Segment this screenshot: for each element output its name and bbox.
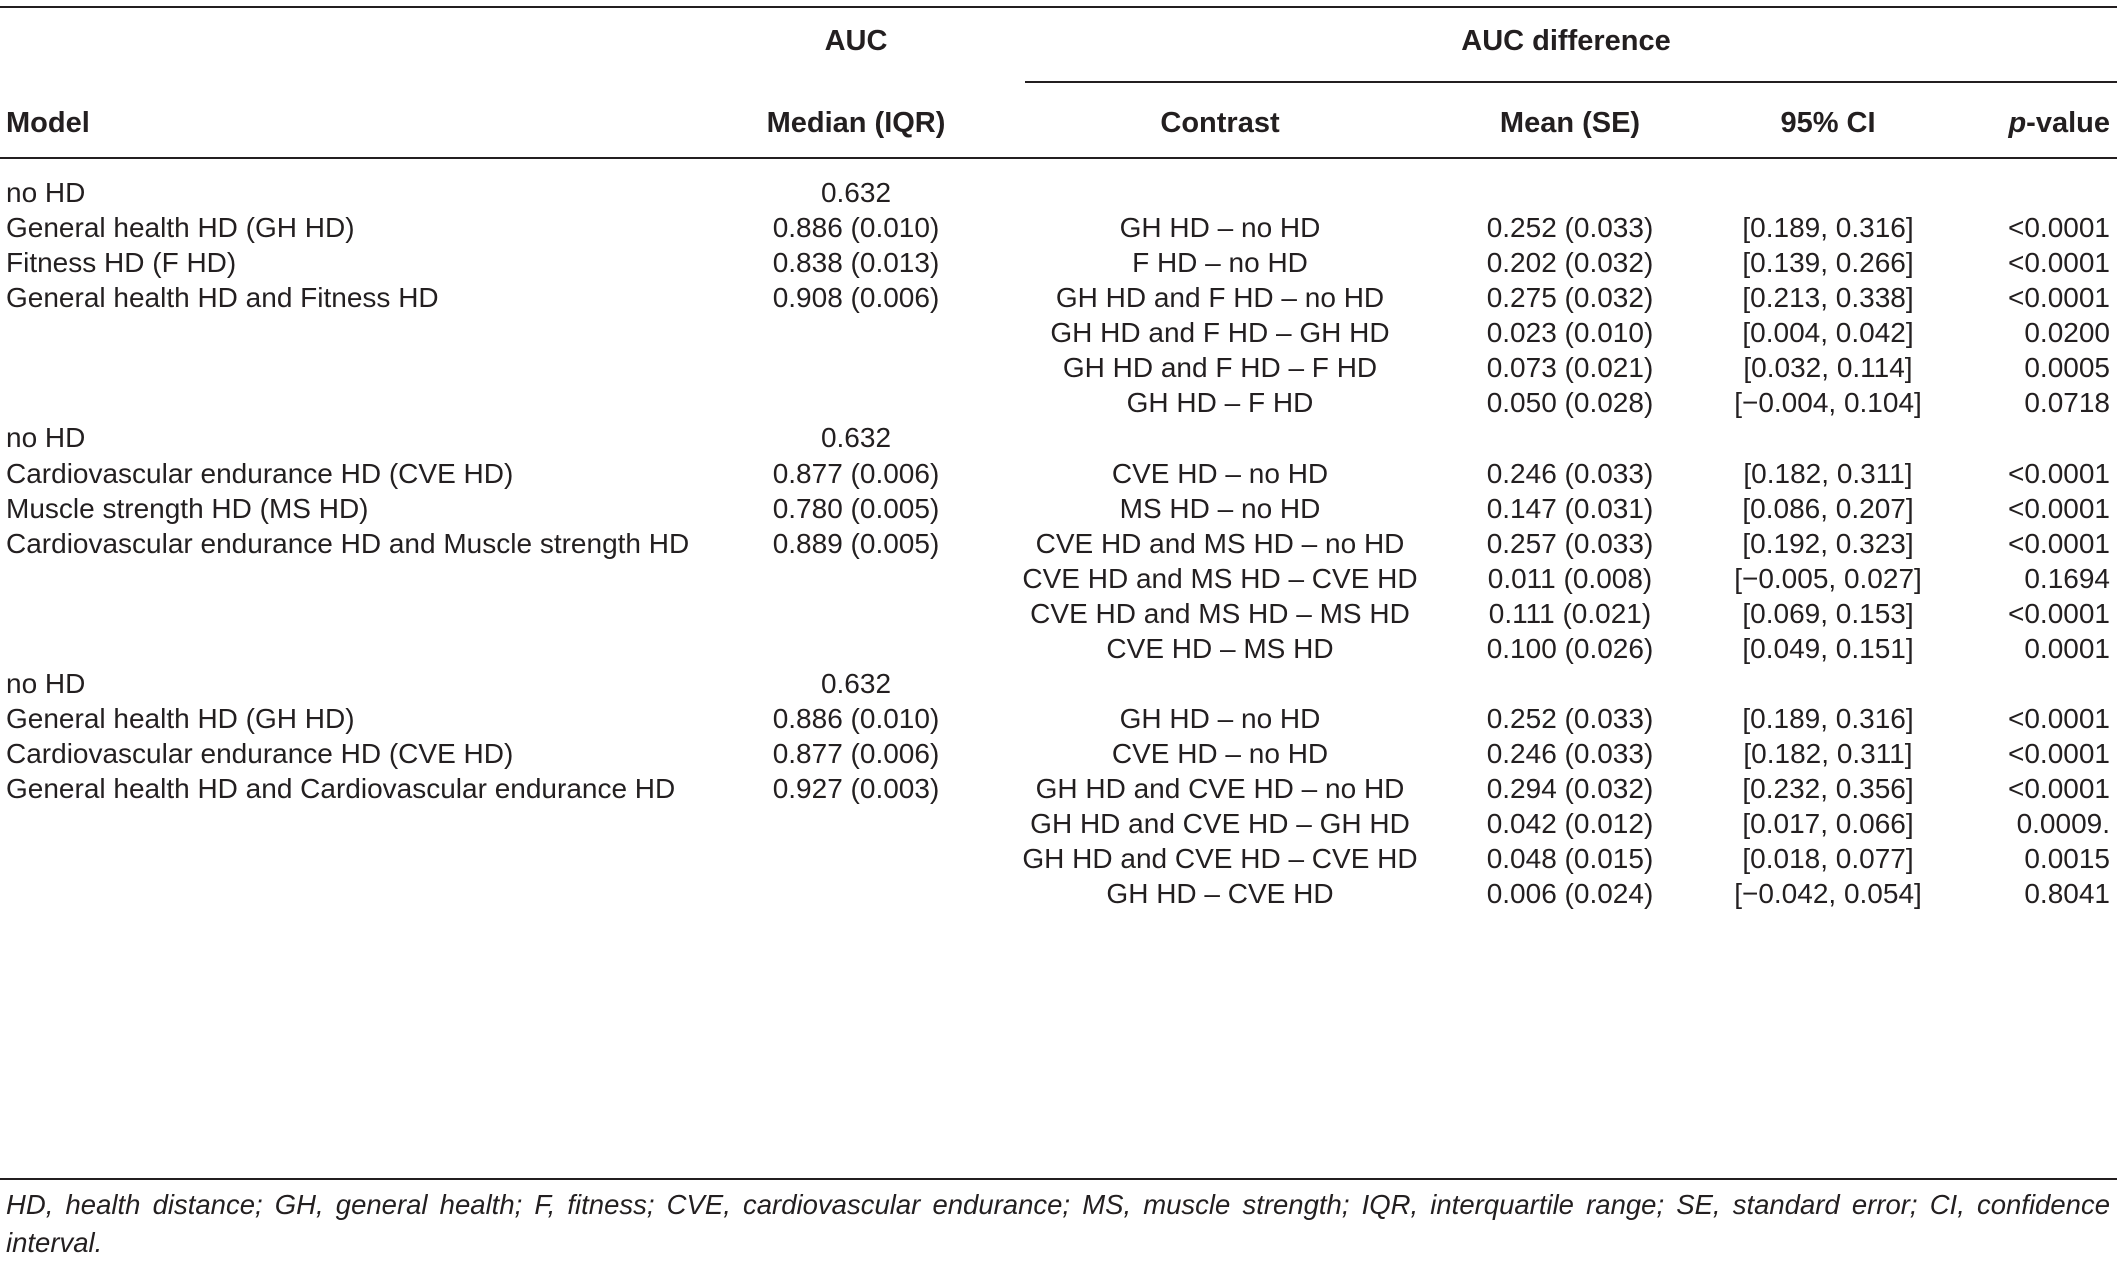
auc-median-cell: 0.632	[820, 422, 892, 454]
ci-cell: [0.139, 0.266]	[1742, 247, 1914, 279]
mean-se-cell: 0.111 (0.021)	[1488, 597, 1652, 629]
model-cell: General health HD (GH HD)	[6, 703, 355, 735]
contrast-cell: CVE HD – MS HD	[1106, 632, 1334, 664]
model-cell: Muscle strength HD (MS HD)	[6, 492, 369, 524]
mean-se-cell: 0.147 (0.031)	[1486, 492, 1654, 524]
mean-se-cell: 0.006 (0.024)	[1486, 878, 1654, 910]
auc-median-cell: 0.632	[820, 667, 892, 699]
auc-median-cell: 0.838 (0.013)	[772, 247, 940, 279]
auc-median-cell: 0.908 (0.006)	[772, 282, 940, 314]
ci-cell: [0.018, 0.077]	[1742, 843, 1914, 875]
ci-cell: [−0.005, 0.027]	[1734, 562, 1922, 594]
ci-cell: [0.189, 0.316]	[1742, 703, 1914, 735]
mean-se-cell: 0.202 (0.032)	[1486, 247, 1654, 279]
mean-se-cell: 0.073 (0.021)	[1486, 352, 1654, 384]
mean-se-cell: 0.257 (0.033)	[1486, 527, 1654, 559]
table-footnote: HD, health distance; GH, general health; F, fitness; CVE, cardiovascular endurance; MS, muscle strength; IQR, interquartile range; SE, standard error; CI, confidence interval.	[6, 1189, 2110, 1258]
contrast-cell: CVE HD – no HD	[1111, 738, 1329, 770]
auc-median-cell: 0.632	[820, 177, 892, 208]
p-value-cell: <0.0001	[2008, 773, 2110, 805]
contrast-cell: GH HD and F HD – GH HD	[1050, 317, 1390, 349]
model-cell: Cardiovascular endurance HD (CVE HD)	[6, 457, 514, 489]
contrast-cell: F HD – no HD	[1132, 247, 1308, 279]
contrast-cell: GH HD – no HD	[1119, 212, 1321, 244]
model-cell: no HD	[6, 422, 86, 454]
ci-cell: [−0.042, 0.054]	[1734, 878, 1922, 910]
contrast-cell: CVE HD and MS HD – CVE HD	[1022, 562, 1418, 594]
contrast-cell: CVE HD – no HD	[1111, 457, 1329, 489]
contrast-cell: CVE HD and MS HD – MS HD	[1030, 597, 1410, 629]
p-value-cell: <0.0001	[2008, 247, 2110, 279]
p-value-cell: 0.0015	[2024, 843, 2110, 875]
ci-cell: [0.192, 0.323]	[1742, 527, 1914, 559]
header-median-iqr: Median (IQR)	[766, 107, 946, 139]
ci-cell: [0.189, 0.316]	[1742, 212, 1914, 244]
auc-median-cell: 0.877 (0.006)	[772, 738, 940, 770]
auc-median-cell: 0.877 (0.006)	[772, 457, 940, 489]
model-cell: General health HD (GH HD)	[6, 212, 355, 244]
p-value-cell: <0.0001	[2008, 212, 2110, 244]
contrast-cell: GH HD – F HD	[1126, 387, 1314, 419]
mean-se-cell: 0.100 (0.026)	[1486, 632, 1654, 664]
p-value-cell: <0.0001	[2008, 738, 2110, 770]
auc-median-cell: 0.889 (0.005)	[772, 527, 940, 559]
contrast-cell: GH HD – no HD	[1119, 703, 1321, 735]
auc-median-cell: 0.780 (0.005)	[772, 492, 940, 524]
mean-se-cell: 0.252 (0.033)	[1486, 212, 1654, 244]
mean-se-cell: 0.275 (0.032)	[1486, 282, 1654, 314]
mean-se-cell: 0.023 (0.010)	[1486, 317, 1654, 349]
p-value-cell: 0.0009.	[2016, 808, 2110, 840]
p-value-cell: <0.0001	[2008, 703, 2110, 735]
table-top-rule	[0, 6, 2117, 8]
p-value-cell: <0.0001	[2008, 457, 2110, 489]
header-model: Model	[6, 107, 90, 139]
header-mean-se: Mean (SE)	[1499, 107, 1641, 139]
ci-cell: [−0.004, 0.104]	[1734, 387, 1922, 419]
p-value-cell: <0.0001	[2008, 597, 2110, 629]
mean-se-cell: 0.294 (0.032)	[1486, 773, 1654, 805]
ci-cell: [0.049, 0.151]	[1742, 632, 1914, 664]
ci-cell: [0.032, 0.114]	[1743, 352, 1913, 384]
auc-difference-underline	[1025, 81, 2117, 83]
model-cell: General health HD and Fitness HD	[6, 282, 439, 314]
auc-median-cell: 0.886 (0.010)	[772, 703, 940, 735]
p-value-cell: 0.1694	[2024, 562, 2110, 594]
ci-cell: [0.004, 0.042]	[1742, 317, 1914, 349]
p-value-cell: 0.0200	[2024, 317, 2110, 349]
model-cell: no HD	[6, 177, 86, 208]
mean-se-cell: 0.042 (0.012)	[1486, 808, 1654, 840]
p-value-cell: <0.0001	[2008, 527, 2110, 559]
contrast-cell: MS HD – no HD	[1119, 492, 1321, 524]
ci-cell: [0.182, 0.311]	[1743, 738, 1913, 770]
mean-se-cell: 0.011 (0.008)	[1487, 562, 1653, 594]
mean-se-cell: 0.252 (0.033)	[1486, 703, 1654, 735]
contrast-cell: GH HD and CVE HD – no HD	[1035, 773, 1405, 805]
ci-cell: [0.069, 0.153]	[1742, 597, 1914, 629]
p-value-cell: 0.0005	[2024, 352, 2110, 384]
contrast-cell: GH HD and CVE HD – CVE HD	[1022, 843, 1418, 875]
header-contrast: Contrast	[1160, 107, 1280, 139]
ci-cell: [0.182, 0.311]	[1743, 457, 1913, 489]
ci-cell: [0.213, 0.338]	[1742, 282, 1914, 314]
ci-cell: [0.017, 0.066]	[1742, 808, 1914, 840]
contrast-cell: CVE HD and MS HD – no HD	[1035, 527, 1405, 559]
contrast-cell: GH HD and F HD – F HD	[1062, 352, 1378, 384]
header-95-ci: 95% CI	[1780, 107, 1876, 139]
model-cell: Fitness HD (F HD)	[6, 247, 237, 279]
model-cell: no HD	[6, 667, 86, 699]
header-p-italic: p	[2008, 107, 2027, 139]
p-value-cell: 0.8041	[2024, 878, 2110, 910]
model-cell: Cardiovascular endurance HD and Muscle strength HD	[6, 527, 690, 559]
table-bottom-rule	[0, 1178, 2117, 1180]
mean-se-cell: 0.050 (0.028)	[1486, 387, 1654, 419]
table-row	[0, 877, 2117, 924]
p-value-cell: 0.0718	[2024, 387, 2110, 419]
p-value-cell: <0.0001	[2008, 492, 2110, 524]
contrast-cell: GH HD and CVE HD – GH HD	[1030, 808, 1410, 840]
auc-median-cell: 0.927 (0.003)	[772, 773, 940, 805]
header-auc: AUC	[824, 25, 888, 57]
model-cell: General health HD and Cardiovascular endurance HD	[6, 773, 676, 805]
mean-se-cell: 0.246 (0.033)	[1486, 738, 1654, 770]
p-value-cell: <0.0001	[2008, 282, 2110, 314]
ci-cell: [0.232, 0.356]	[1742, 773, 1914, 805]
header-bottom-rule	[0, 157, 2117, 159]
model-cell: Cardiovascular endurance HD (CVE HD)	[6, 738, 514, 770]
header-p-rest: -value	[2026, 107, 2110, 139]
auc-median-cell: 0.886 (0.010)	[772, 212, 940, 244]
header-p-value	[1950, 106, 2110, 140]
header-auc-difference: AUC difference	[1461, 25, 1671, 57]
mean-se-cell: 0.048 (0.015)	[1486, 843, 1654, 875]
ci-cell: [0.086, 0.207]	[1742, 492, 1914, 524]
contrast-cell: GH HD and F HD – no HD	[1055, 282, 1385, 314]
contrast-cell: GH HD – CVE HD	[1106, 878, 1334, 910]
mean-se-cell: 0.246 (0.033)	[1486, 457, 1654, 489]
p-value-cell: 0.0001	[2024, 632, 2110, 664]
